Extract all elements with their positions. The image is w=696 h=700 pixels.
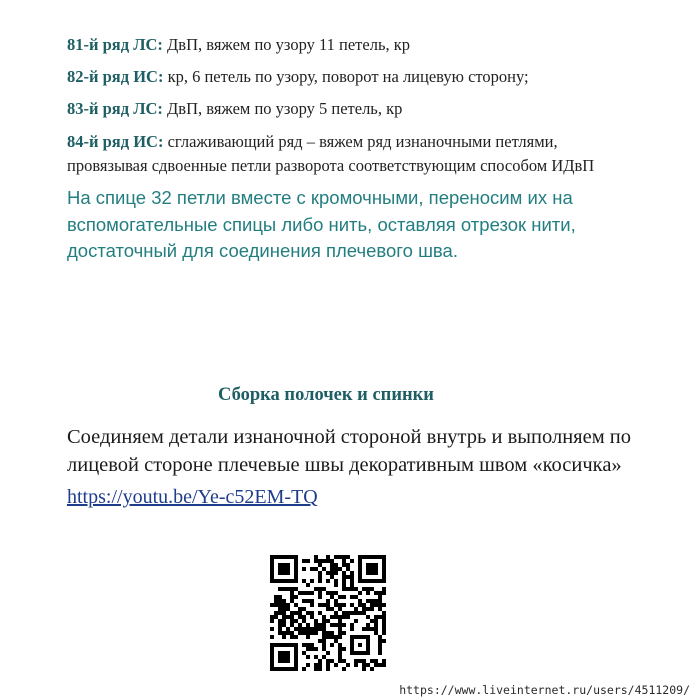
qr-code-image bbox=[270, 555, 386, 671]
row-84-label: 84-й ряд ИС: bbox=[67, 132, 164, 151]
row-81 bbox=[67, 33, 410, 57]
section-heading: Сборка полочек и спинки bbox=[218, 385, 434, 405]
row-84 bbox=[67, 130, 594, 178]
note-line-2: вспомогательные спицы либо нить, оставляя отрезок нити, bbox=[67, 213, 576, 235]
note-line-1: На спице 32 петли вместе с кромочными, переносим их на bbox=[67, 187, 573, 208]
source-watermark: https://www.liveinternet.ru/users/4511209/ bbox=[399, 683, 690, 697]
row-82 bbox=[67, 65, 529, 89]
row-83-text: ДвП, вяжем по узору 5 петель, кр bbox=[162, 99, 403, 118]
row-82-text: кр, 6 петель по узору, поворот на лицевую сторону; bbox=[163, 67, 529, 86]
stitch-transfer-note bbox=[67, 185, 667, 265]
row-84-text-continued: провязывая сдвоенные петли разворота соответствующим способом ИДвП bbox=[67, 156, 595, 175]
note-line-3: достаточный для соединения плечевого шва. bbox=[67, 240, 458, 261]
video-link[interactable]: https://youtu.be/Ye-c52EM-TQ bbox=[67, 486, 318, 508]
row-82-label: 82-й ряд ИС: bbox=[67, 67, 164, 86]
assembly-instructions bbox=[67, 423, 677, 479]
assembly-line-1: Соединяем детали изнаночной стороной внутрь и выполняем по bbox=[67, 426, 632, 448]
row-84-text: сглаживающий ряд – вяжем ряд изнаночными петлями, bbox=[163, 132, 558, 151]
row-83 bbox=[67, 97, 402, 121]
row-83-label: 83-й ряд ЛС: bbox=[67, 99, 163, 118]
assembly-line-2: лицевой стороне плечевые швы декоративным швом «косичка» bbox=[67, 454, 622, 476]
row-81-label: 81-й ряд ЛС: bbox=[67, 35, 163, 54]
row-81-text: ДвП, вяжем по узору 11 петель, кр bbox=[162, 35, 410, 54]
